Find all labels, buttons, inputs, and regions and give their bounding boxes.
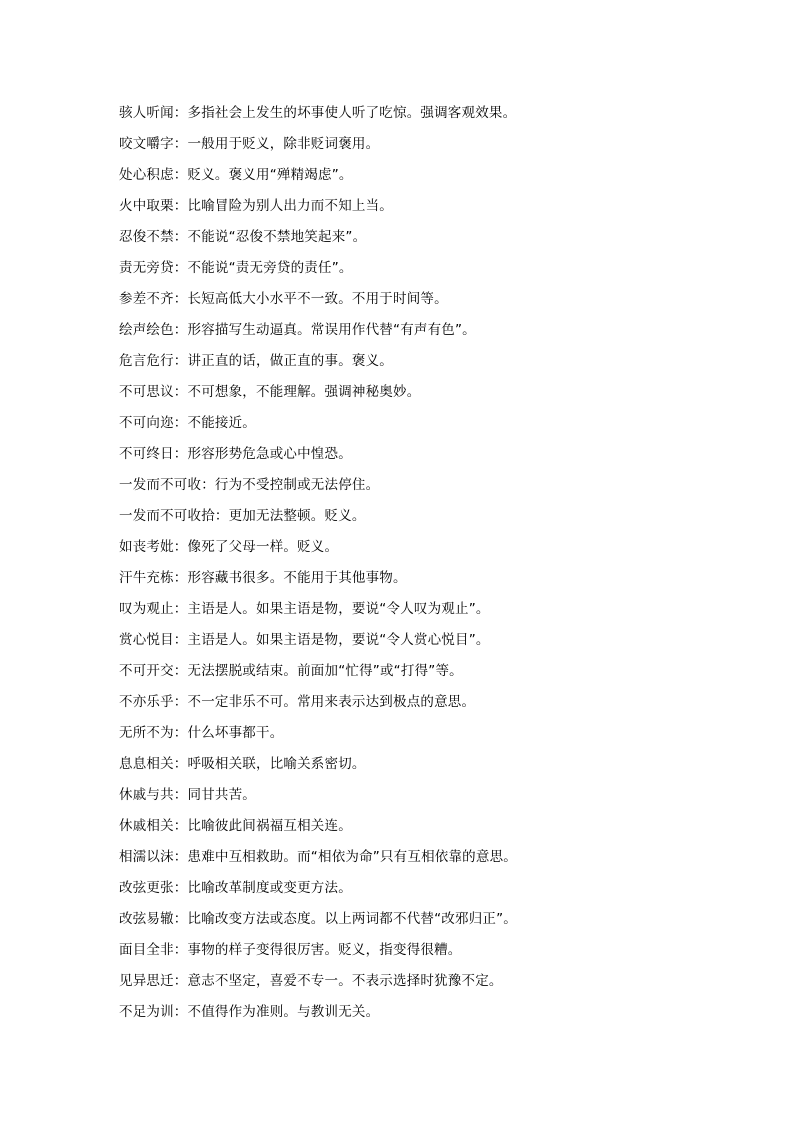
list-item: 如丧考妣：像死了父母一样。贬义。	[119, 539, 339, 555]
list-item: 不足为训：不值得作为准则。与教训无关。	[119, 1004, 380, 1020]
list-item: 责无旁贷：不能说“责无旁贷的责任”。	[119, 260, 353, 276]
list-item: 忍俊不禁：不能说“忍俊不禁地笑起来”。	[119, 229, 367, 245]
list-item: 无所不为：什么坏事都干。	[119, 725, 284, 741]
list-item: 绘声绘色：形容描写生动逼真。常误用作代替“有声有色”。	[119, 322, 476, 338]
list-item: 叹为观止：主语是人。如果主语是物，要说“令人叹为观止”。	[119, 601, 490, 617]
list-item: 面目全非：事物的样子变得很厉害。贬义，指变得很糟。	[119, 942, 462, 958]
list-item: 休戚与共：同甘共苦。	[119, 787, 256, 803]
list-item: 不亦乐乎：不一定非乐不可。常用来表示达到极点的意思。	[119, 694, 476, 710]
list-item: 改弦易辙：比喻改变方法或态度。以上两词都不代替“改邪归正”。	[119, 911, 517, 927]
list-item: 相濡以沫：患难中互相救助。而“相依为命”只有互相依靠的意思。	[119, 849, 517, 865]
list-item: 不可思议：不可想象，不能理解。强调神秘奥妙。	[119, 384, 421, 400]
list-item: 改弦更张：比喻改革制度或变更方法。	[119, 880, 352, 896]
list-item: 不可终日：形容形势危急或心中惶恐。	[119, 446, 352, 462]
list-item: 火中取栗：比喻冒险为别人出力而不知上当。	[119, 198, 393, 214]
list-item: 危言危行：讲正直的话，做正直的事。褒义。	[119, 353, 393, 369]
list-item: 不可向迩：不能接近。	[119, 415, 256, 431]
list-item: 参差不齐：长短高低大小水平不一致。不用于时间等。	[119, 291, 448, 307]
list-item: 见异思迁：意志不坚定，喜爱不专一。不表示选择时犹豫不定。	[119, 973, 503, 989]
list-item: 一发而不可收拾：更加无法整顿。贬义。	[119, 508, 366, 524]
list-item: 咬文嚼字：一般用于贬义，除非贬词褒用。	[119, 136, 380, 152]
list-item: 息息相关：呼吸相关联，比喻关系密切。	[119, 756, 366, 772]
list-item: 不可开交：无法摆脱或结束。前面加“忙得”或“打得”等。	[119, 663, 463, 679]
list-item: 骇人听闻：多指社会上发生的坏事使人听了吃惊。强调客观效果。	[119, 105, 517, 121]
idiom-list	[119, 101, 699, 1031]
list-item: 汗牛充栋：形容藏书很多。不能用于其他事物。	[119, 570, 407, 586]
list-item: 处心积虑：贬义。褒义用“殚精竭虑”。	[119, 167, 353, 183]
list-item: 一发而不可收：行为不受控制或无法停住。	[119, 477, 380, 493]
list-item: 休戚相关：比喻彼此间祸福互相关连。	[119, 818, 352, 834]
list-item: 赏心悦目：主语是人。如果主语是物，要说“令人赏心悦目”。	[119, 632, 490, 648]
